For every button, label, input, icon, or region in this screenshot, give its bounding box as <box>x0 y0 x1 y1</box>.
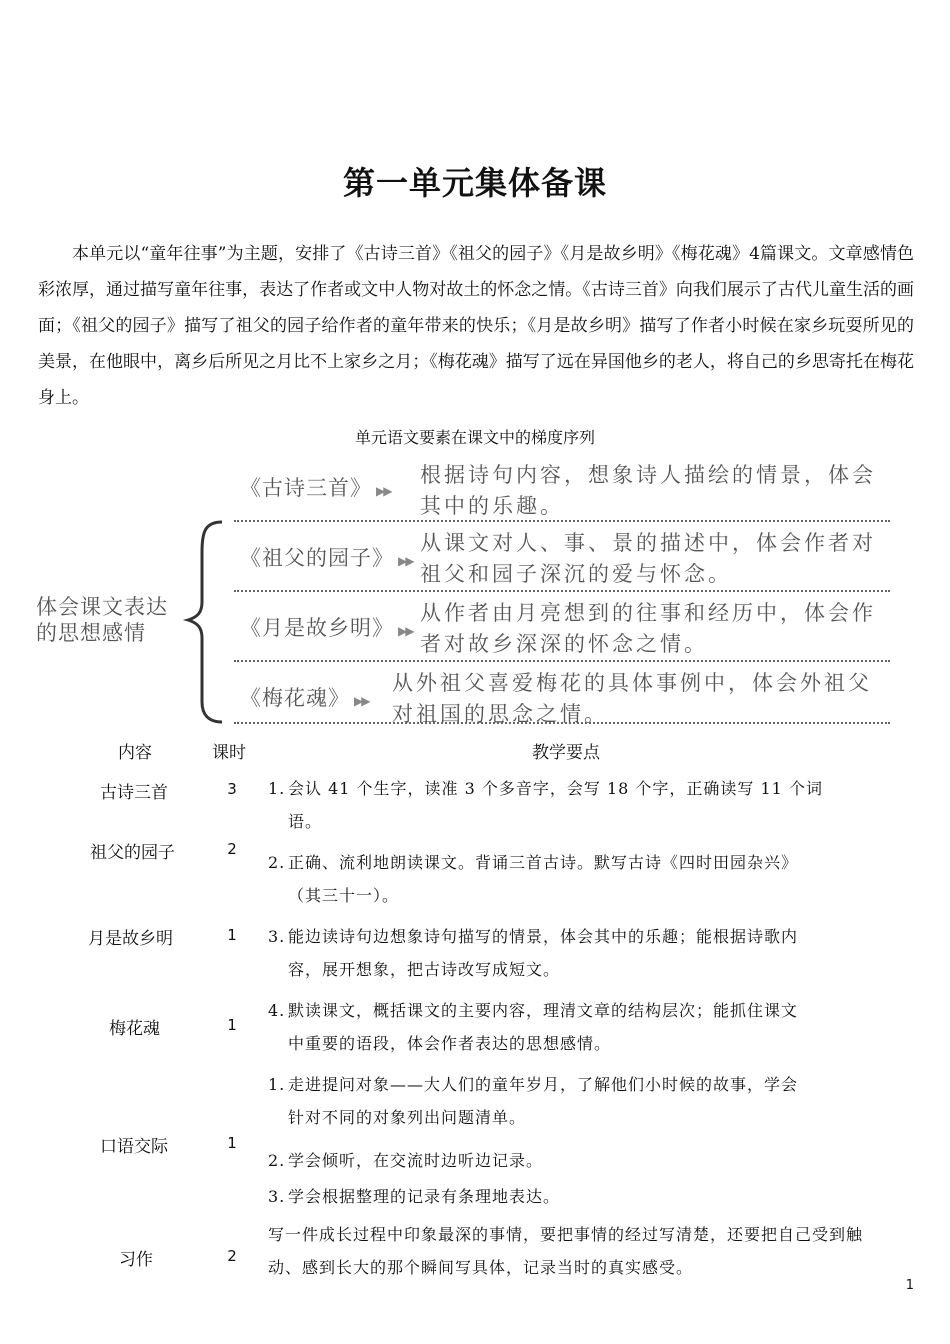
row-content: 月是故乡明 <box>88 929 173 949</box>
header-points: 教学要点 <box>532 743 600 763</box>
row-content: 梅花魂 <box>109 1019 160 1039</box>
page-title: 第一单元集体备课 <box>342 164 607 202</box>
row-hours: 3 <box>227 780 237 798</box>
intro-paragraph: 本单元以“童年往事”为主题，安排了《古诗三首》《祖父的园子》《月是故乡明》《梅花魂》4篇课文。文章感情色彩浓厚，通过描写童年往事，表达了作者或文中人物对故土的怀念之情。《古诗三首》向我们展示了古代儿童生活的画面；《祖父的园子》描写了祖父的园子给作者的童年带来的快乐；《月是故乡明》描写了作者小时候在家乡玩耍所见的美景，在他眼中，离乡后所见之月比不上家乡之月；《梅花魂》描写了远在异国他乡的老人，将自己的乡思寄托在梅花身上。 <box>38 244 914 408</box>
writing-point: 写一件成长过程中印象最深的事情，要把事情的经过写清楚，还要把自己受到触动、感到长大的那个瞬间写具体，记录当时的真实感受。 <box>268 1225 864 1277</box>
double-arrow-icon: ▶▶ <box>354 694 369 708</box>
dotted-divider <box>234 590 890 592</box>
double-arrow-icon: ▶▶ <box>398 624 413 638</box>
oral-point: 3. 学会根据整理的记录有条理地表达。 <box>268 1187 561 1206</box>
diagram-root-label: 体会课文表达的思想感情 <box>36 595 168 645</box>
dotted-divider <box>234 722 890 724</box>
lesson-desc-zufu: 从课文对人、事、景的描述中，体会作者对祖父和园子深沉的爱与怀念。 <box>420 531 876 586</box>
lesson-name-meihua: 《梅花魂》 ▶▶ <box>240 686 369 710</box>
row-hours: 2 <box>227 1247 237 1265</box>
row-hours: 1 <box>227 1134 237 1152</box>
lesson-name-yue: 《月是故乡明》 ▶▶ <box>240 616 413 640</box>
diagram-title: 单元语文要素在课文中的梯度序列 <box>354 428 595 447</box>
oral-point: 2. 学会倾听，在交流时边听边记录。 <box>268 1151 544 1170</box>
teaching-point: 4. 默读课文，概括课文的主要内容，理清文章的结构层次；能抓住课文 中重要的语段，体会作者表达的思想感情。 <box>268 1001 799 1053</box>
teaching-point: 3. 能边读诗句边想象诗句描写的情景，体会其中的乐趣；能根据诗歌内 容，展开想象，把古诗改写成短文。 <box>268 927 799 979</box>
row-hours: 1 <box>227 1016 237 1034</box>
teaching-point: 2. 正确、流利地朗读课文。背诵三首古诗。默写古诗《四时田园杂兴》 （其三十一）。 <box>268 853 799 905</box>
row-hours: 2 <box>227 840 237 858</box>
lesson-name-gushi: 《古诗三首》 ▶▶ <box>240 476 391 500</box>
gradient-diagram <box>30 452 900 732</box>
lesson-name-zufu: 《祖父的园子》 ▶▶ <box>240 546 413 570</box>
row-content: 古诗三首 <box>100 783 168 803</box>
lesson-desc-meihua: 从外祖父喜爱梅花的具体事例中，体会外祖父对祖国的思念之情。 <box>392 671 872 726</box>
row-hours: 1 <box>227 926 237 944</box>
lesson-desc-yue: 从作者由月亮想到的往事和经历中，体会作者对故乡深深的怀念之情。 <box>420 601 876 656</box>
dotted-divider <box>234 660 890 662</box>
row-content: 口语交际 <box>100 1137 168 1157</box>
row-content: 习作 <box>119 1250 153 1270</box>
dotted-divider <box>234 520 890 522</box>
header-content: 内容 <box>118 743 152 763</box>
oral-point: 1. 走进提问对象——大人们的童年岁月，了解他们小时候的故事，学会 针对不同的对象列出问题清单。 <box>268 1075 799 1127</box>
double-arrow-icon: ▶▶ <box>398 554 413 568</box>
header-hours: 课时 <box>212 743 246 763</box>
lesson-desc-gushi: 根据诗句内容，想象诗人描绘的情景，体会其中的乐趣。 <box>420 463 876 518</box>
double-arrow-icon: ▶▶ <box>376 484 391 498</box>
page-number: 1 <box>905 1278 914 1293</box>
row-content: 祖父的园子 <box>90 843 175 863</box>
teaching-point: 1. 会认 41 个生字，读准 3 个多音字，会写 18 个字，正确读写 11 个词 语。 <box>268 779 823 831</box>
